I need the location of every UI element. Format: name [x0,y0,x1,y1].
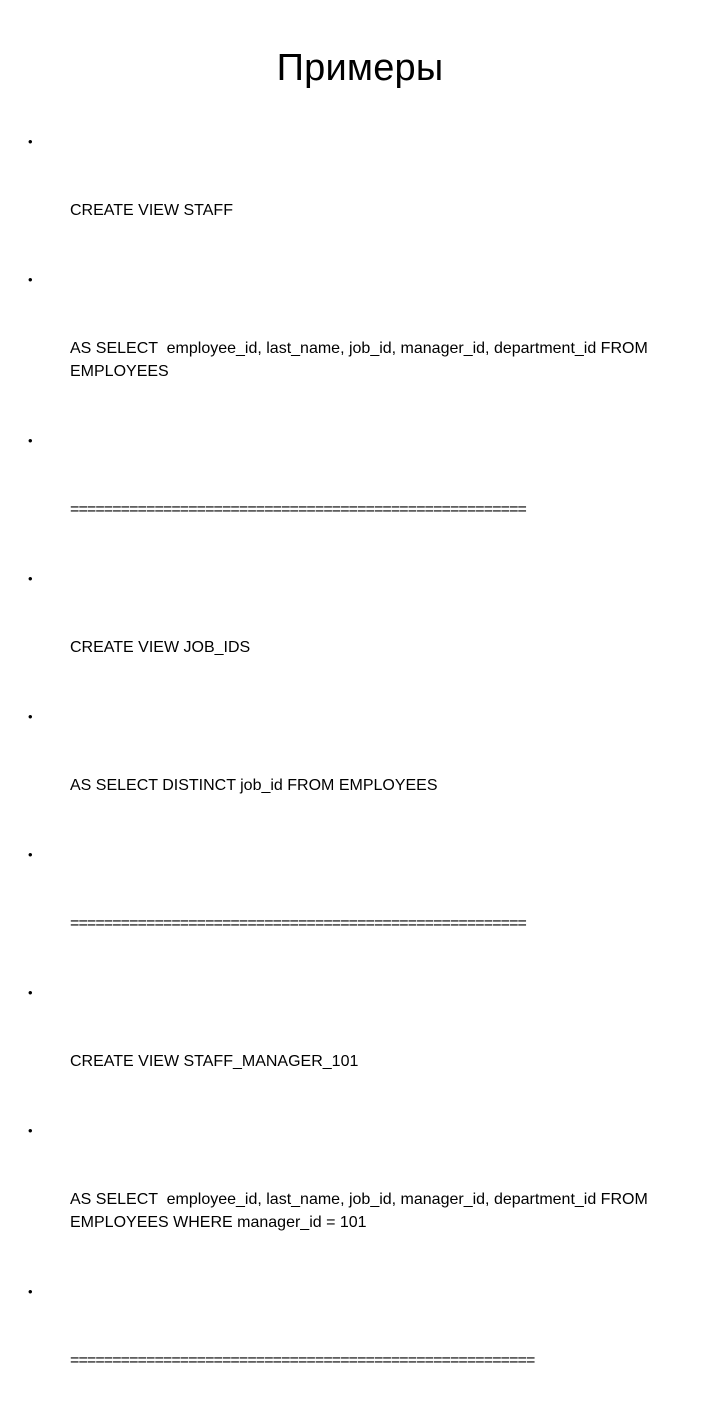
bullet-icon: • [28,134,33,149]
bullet-icon: • [28,433,33,448]
bullet-text: AS SELECT employee_id, last_name, job_id, manager_id, department_id FROM EMPLOYEES WHERE manager_id = 101 [70,1191,653,1231]
bullet-icon: • [28,985,33,1000]
separator-text: ====================================================== [70,915,526,932]
bullet-item-separator [28,1280,700,1418]
separator-text: ====================================================== [70,501,526,518]
bullet-item-select-distinct [28,705,700,843]
bullet-icon: • [28,272,33,287]
bullet-item-separator [28,429,700,567]
bullet-text: AS SELECT employee_id, last_name, job_id, manager_id, department_id FROM EMPLOYEES [70,340,653,380]
bullet-icon: • [28,847,33,862]
separator-text: ======================================================= [70,1352,535,1369]
bullet-item-select-staff [28,268,700,429]
bullet-text: CREATE VIEW STAFF [70,202,233,219]
bullet-icon: • [28,709,33,724]
slide-title: Примеры [276,47,444,89]
bullet-item-select-manager [28,1119,700,1280]
bullet-item-create-view-staff [28,130,700,268]
bullet-icon: • [28,571,33,586]
bullet-item-create-view-job-ids [28,567,700,705]
bullet-item-create-view-staff-manager [28,981,700,1119]
bullet-item-separator [28,843,700,981]
bullet-icon: • [28,1123,33,1138]
bullet-icon: • [28,1284,33,1299]
bullet-list [28,130,700,1418]
bullet-text: AS SELECT DISTINCT job_id FROM EMPLOYEES [70,777,438,794]
bullet-text: CREATE VIEW STAFF_MANAGER_101 [70,1053,359,1070]
bullet-text: CREATE VIEW JOB_IDS [70,639,251,656]
